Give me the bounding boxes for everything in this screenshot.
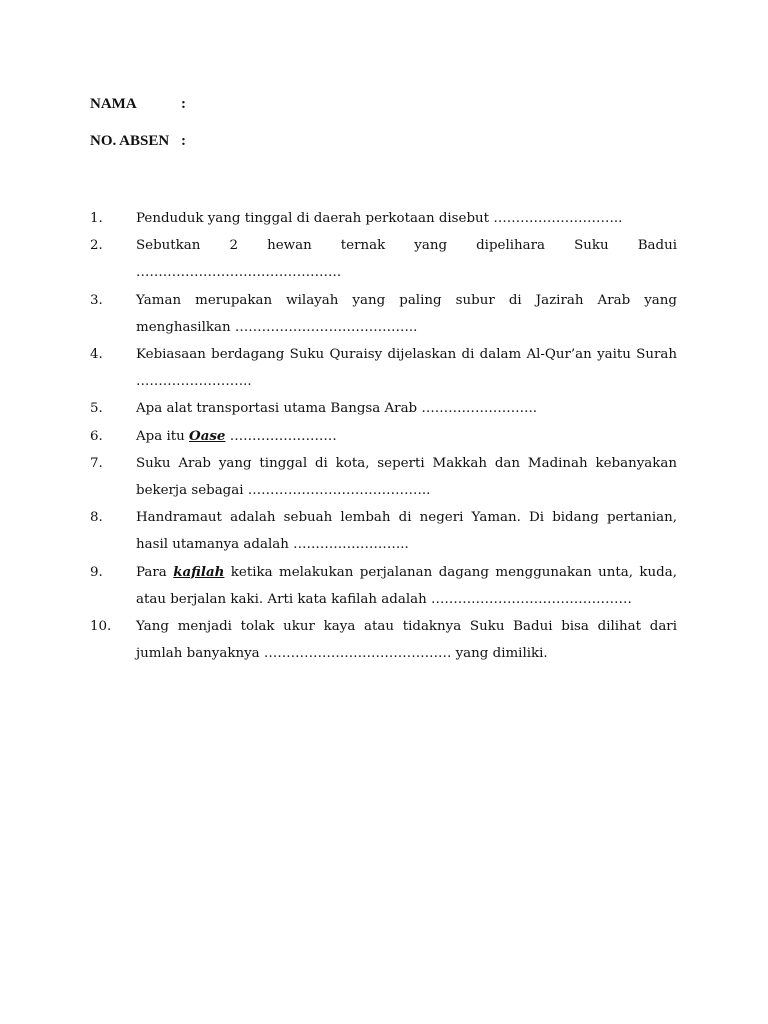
emphasized-term: kafilah [173,563,225,580]
absen-field [90,132,186,150]
question-number: 6. [90,428,103,444]
emphasized-term: Oase [189,427,226,444]
question-text [136,450,677,504]
question-text [136,613,677,667]
question-number: 3. [90,292,103,308]
question-text-part: Penduduk yang tinggal di daerah perkotaan disebut ……………………….. [136,211,623,226]
question-text [136,287,677,341]
name-colon: : [181,96,186,112]
question-text [136,341,677,395]
question-text-part: Yaman merupakan wilayah yang paling subur di Jazirah Arab yang menghasilkan ………………………………….. [136,292,677,335]
question-text [136,504,677,558]
question-text-part: Apa alat transportasi utama Bangsa Arab …………………….. [136,401,538,417]
question-item [90,287,677,341]
question-number: 8. [90,510,103,526]
question-item [90,395,677,422]
question-number: 1. [90,211,103,226]
question-number: 5. [90,401,103,417]
absen-label: NO. ABSEN [90,133,170,149]
question-list [90,205,677,667]
question-text-part: Suku Arab yang tinggal di kota, seperti Makkah dan Madinah kebanyakan bekerja sebagai ………………………………….. [136,455,677,499]
question-number: 4. [90,347,103,363]
name-field [90,95,186,113]
question-text-part: ketika melakukan perjalanan dagang menggunakan unta, kuda, atau berjalan kaki. Arti kata kafilah adalah ……………………………………… [136,564,677,607]
question-text [136,395,677,422]
question-item [90,613,677,667]
question-number: 2. [90,238,103,254]
question-item [90,450,677,504]
question-text [136,232,677,286]
question-number: 9. [90,564,103,580]
question-number: 10. [90,619,112,635]
question-item [90,205,677,232]
question-text-part: Kebiasaan berdagang Suku Quraisy dijelaskan di dalam Al-Qur’an yaitu Surah …………………….. [136,347,677,390]
question-item [90,341,677,395]
question-item [90,559,677,613]
question-item [90,504,677,558]
name-label: NAMA [90,96,137,112]
question-text-part: Yang menjadi tolak ukur kaya atau tidaknya Suku Badui bisa dilihat dari jumlah banyaknya …………………………………… yang dimiliki. [136,619,677,662]
question-number: 7. [90,455,103,471]
question-text [136,559,677,613]
question-text-part: Sebutkan 2 hewan ternak yang dipelihara Suku Badui ………………………………………. [136,238,677,281]
question-item [90,423,677,450]
question-text [136,423,677,450]
question-item [90,232,677,286]
question-text-part: Apa itu [136,428,190,444]
question-text-part: Para [136,564,174,580]
question-text-part: Handramaut adalah sebuah lembah di negeri Yaman. Di bidang pertanian, hasil utamanya adalah …………………….. [136,510,677,553]
absen-colon: : [181,133,186,149]
question-text [136,205,677,232]
question-text-part: …………………… [225,428,337,444]
